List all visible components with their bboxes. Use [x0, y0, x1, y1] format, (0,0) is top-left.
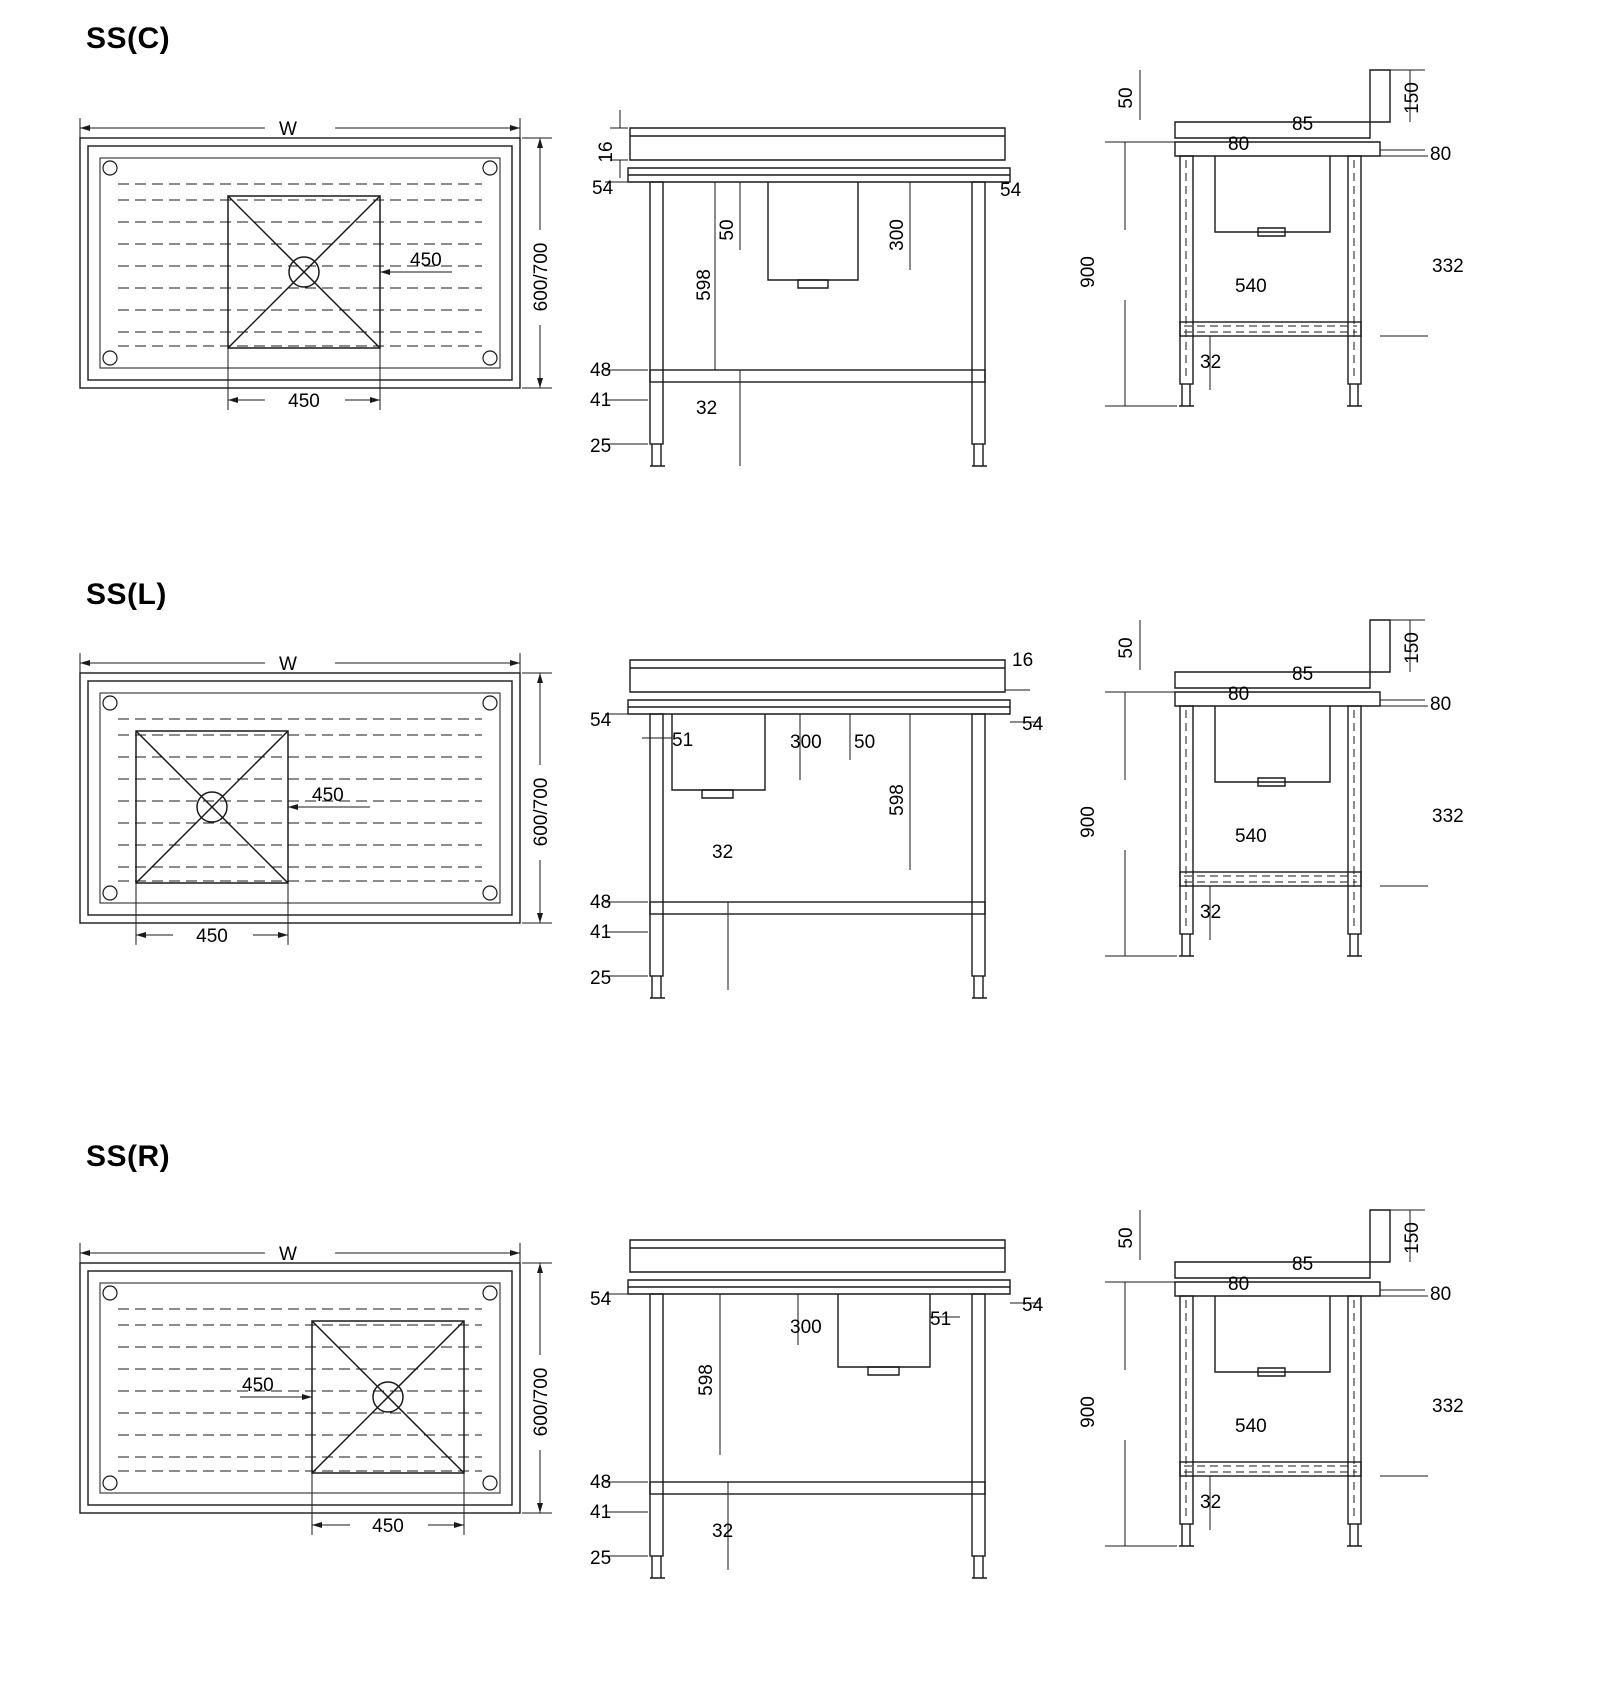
dim-ssc-side-332: 332 — [1432, 256, 1464, 277]
dim-ssr-plan-bowl-side: 450 — [242, 1375, 274, 1396]
group-title-ssr: SS(R) — [86, 1140, 171, 1173]
dim-ssl-side-32: 32 — [1200, 902, 1222, 923]
ssc-side-elevation — [1080, 50, 1540, 470]
dim-ssr-front-41: 41 — [590, 1502, 612, 1523]
dim-ssl-plan-bowl-side: 450 — [312, 785, 344, 806]
dim-ssc-side-80-left: 80 — [1228, 134, 1250, 155]
dim-ssl-front-32: 32 — [712, 842, 734, 863]
ssl-front-elevation — [590, 640, 1080, 1060]
dim-ssl-front-51: 51 — [672, 730, 694, 751]
dim-ssr-side-332: 332 — [1432, 1396, 1464, 1417]
dim-ssl-side-150: 150 — [1402, 632, 1423, 664]
dim-ssl-front-598: 598 — [887, 784, 908, 816]
dim-ssr-front-25: 25 — [590, 1548, 612, 1569]
dim-ssc-front-54-right: 54 — [1000, 180, 1022, 201]
dim-ssc-plan-bowl-side: 450 — [410, 250, 442, 271]
dim-ssl-side-540: 540 — [1235, 826, 1267, 847]
ssl-side-elevation — [1080, 600, 1540, 1020]
dim-ssr-front-598: 598 — [696, 1364, 717, 1396]
ssr-plan-view — [60, 1235, 560, 1565]
ssl-plan-view — [60, 645, 560, 975]
dim-ssl-front-41: 41 — [590, 922, 612, 943]
dim-ssl-front-16: 16 — [1012, 650, 1034, 671]
dim-ssr-side-540: 540 — [1235, 1416, 1267, 1437]
ssr-front-elevation — [590, 1225, 1080, 1645]
dim-ssc-side-85: 85 — [1292, 114, 1314, 135]
dim-ssr-front-48: 48 — [590, 1472, 612, 1493]
dim-ssr-plan-width: W — [279, 1244, 297, 1265]
dim-ssc-front-598: 598 — [694, 269, 715, 301]
dim-ssc-side-32: 32 — [1200, 352, 1222, 373]
dim-ssr-side-900: 900 — [1078, 1396, 1099, 1428]
dim-ssc-front-16: 16 — [596, 141, 617, 163]
dim-ssl-side-80-left: 80 — [1228, 684, 1250, 705]
dim-ssc-side-50: 50 — [1116, 87, 1137, 109]
dim-ssc-side-540: 540 — [1235, 276, 1267, 297]
dim-ssr-front-54-right: 54 — [1022, 1295, 1044, 1316]
dim-ssr-plan-bowl-front: 450 — [372, 1516, 404, 1537]
ssc-plan-view — [60, 110, 560, 440]
dim-ssr-side-80-left: 80 — [1228, 1274, 1250, 1295]
dim-ssl-side-50: 50 — [1116, 637, 1137, 659]
dim-ssc-front-25: 25 — [590, 436, 612, 457]
dim-ssl-side-80-right: 80 — [1430, 694, 1452, 715]
dim-ssr-side-80-right: 80 — [1430, 1284, 1452, 1305]
dim-ssl-front-25: 25 — [590, 968, 612, 989]
dim-ssl-plan-bowl-front: 450 — [196, 926, 228, 947]
dim-ssl-front-48: 48 — [590, 892, 612, 913]
dim-ssr-plan-depth: 600/700 — [531, 1367, 552, 1437]
dim-ssc-front-41: 41 — [590, 390, 612, 411]
group-title-ssl: SS(L) — [86, 578, 167, 611]
dim-ssc-side-80-right: 80 — [1430, 144, 1452, 165]
dim-ssl-side-332: 332 — [1432, 806, 1464, 827]
group-title-ssc: SS(C) — [86, 22, 171, 55]
ssr-side-elevation — [1080, 1190, 1540, 1610]
dim-ssr-side-50: 50 — [1116, 1227, 1137, 1249]
dim-ssc-front-54-left: 54 — [592, 178, 614, 199]
dim-ssr-front-300: 300 — [790, 1317, 822, 1338]
dim-ssc-plan-bowl-front: 450 — [288, 391, 320, 412]
dim-ssr-side-150: 150 — [1402, 1222, 1423, 1254]
dim-ssc-front-50: 50 — [717, 219, 738, 241]
dim-ssl-plan-depth: 600/700 — [531, 777, 552, 847]
dim-ssl-front-300: 300 — [790, 732, 822, 753]
dim-ssc-side-150: 150 — [1402, 82, 1423, 114]
dim-ssl-front-54-right: 54 — [1022, 714, 1044, 735]
dim-ssc-plan-depth: 600/700 — [531, 242, 552, 312]
dim-ssl-side-85: 85 — [1292, 664, 1314, 685]
dim-ssr-front-32: 32 — [712, 1521, 734, 1542]
dim-ssr-front-51: 51 — [930, 1309, 952, 1330]
dim-ssl-front-54-left: 54 — [590, 710, 612, 731]
dim-ssc-side-900: 900 — [1078, 256, 1099, 288]
dim-ssr-side-32: 32 — [1200, 1492, 1222, 1513]
dim-ssc-front-300: 300 — [887, 219, 908, 251]
dim-ssl-front-50: 50 — [854, 732, 876, 753]
dim-ssr-front-54-left: 54 — [590, 1289, 612, 1310]
dim-ssr-side-85: 85 — [1292, 1254, 1314, 1275]
dim-ssl-side-900: 900 — [1078, 806, 1099, 838]
dim-ssc-plan-width: W — [279, 119, 297, 140]
ssc-front-elevation — [590, 70, 1080, 490]
dim-ssc-front-32: 32 — [696, 398, 718, 419]
dim-ssl-plan-width: W — [279, 654, 297, 675]
dim-ssc-front-48: 48 — [590, 360, 612, 381]
